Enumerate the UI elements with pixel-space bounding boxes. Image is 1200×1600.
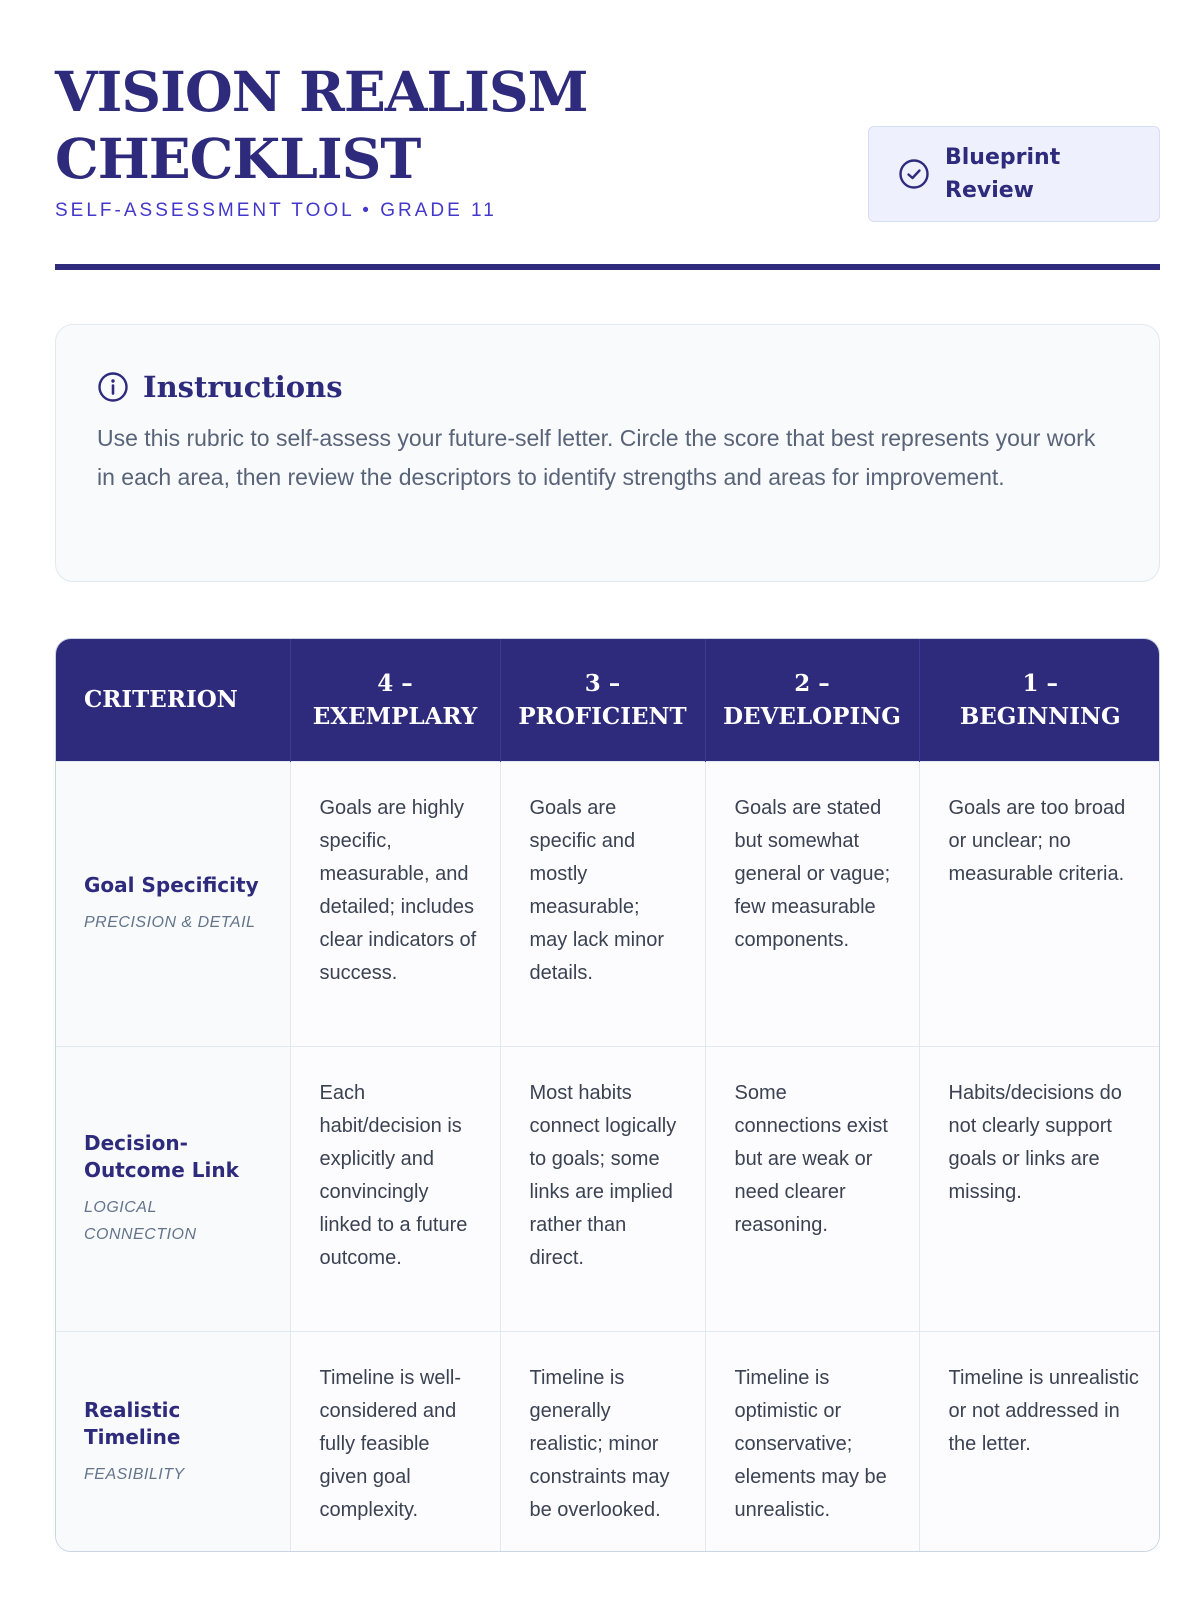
column-header-proficient-score: 3 – (584, 669, 621, 697)
badge-label (945, 141, 1085, 207)
descriptor-proficient: Timeline is generally realistic; minor constraints may be overlooked. (500, 1331, 705, 1552)
instructions-title: Instructions (143, 370, 343, 404)
criterion-subtitle: LOGICAL CONNECTION (84, 1198, 197, 1243)
table-row (56, 1331, 1160, 1552)
column-header-exemplary-score: 4 – (377, 669, 413, 697)
table-row (56, 761, 1160, 1046)
descriptor-developing: Timeline is optimistic or conservative; elements may be unrealistic. (705, 1331, 919, 1552)
criterion-name: Goal Specificity (84, 872, 259, 897)
descriptor-beginning: Habits/decisions do not clearly support goals or links are missing. (919, 1046, 1160, 1331)
descriptor-developing: Some connections exist but are weak or need clearer reasoning. (705, 1046, 919, 1331)
criterion-cell (56, 1046, 290, 1331)
column-header-criterion: CRITERION (56, 639, 290, 761)
column-header-developing-score: 2 – (794, 669, 830, 697)
rubric-header-row (56, 639, 1160, 761)
column-header-beginning-score: 1 – (1022, 669, 1058, 697)
column-header-exemplary-label: EXEMPLARY (312, 702, 478, 730)
instructions-panel (55, 324, 1160, 582)
column-header-developing (705, 639, 919, 761)
column-header-beginning-label: BEGINNING (959, 702, 1121, 730)
instructions-text: Use this rubric to self-assess your future-self letter. Circle the score that best represents your work in each area, then review the descriptors to identify strengths and areas for improvement. (97, 425, 1096, 490)
header-divider (55, 264, 1160, 270)
table-row (56, 1046, 1160, 1331)
instructions-header (97, 367, 1119, 407)
descriptor-developing: Goals are stated but somewhat general or vague; few measurable components. (705, 761, 919, 1046)
descriptor-beginning: Goals are too broad or unclear; no measurable criteria. (919, 761, 1160, 1046)
info-icon (97, 371, 129, 403)
descriptor-proficient: Goals are specific and mostly measurable; may lack minor details. (500, 761, 705, 1046)
criterion-cell (56, 1331, 290, 1552)
title-line-2: CHECKLIST (55, 126, 421, 191)
criterion-name: Realistic Timeline (84, 1397, 181, 1449)
criterion-cell (56, 761, 290, 1046)
column-header-beginning (919, 639, 1160, 761)
check-circle-icon (897, 157, 931, 191)
column-header-proficient-label: PROFICIENT (518, 702, 687, 730)
criterion-subtitle: FEASIBILITY (84, 1465, 185, 1483)
blueprint-review-badge (868, 126, 1160, 222)
descriptor-exemplary: Each habit/decision is explicitly and convincingly linked to a future outcome. (290, 1046, 500, 1331)
criterion-subtitle: PRECISION & DETAIL (84, 913, 256, 931)
page-header (55, 58, 1160, 221)
rubric-table (55, 638, 1160, 1552)
descriptor-beginning: Timeline is unrealistic or not addressed in the letter. (919, 1331, 1160, 1552)
title-line-1: VISION REALISM (55, 59, 588, 124)
descriptor-proficient: Most habits connect logically to goals; some links are implied rather than direct. (500, 1046, 705, 1331)
criterion-name: Decision-Outcome Link (84, 1130, 239, 1182)
column-header-proficient (500, 639, 705, 761)
descriptor-exemplary: Timeline is well-considered and fully feasible given goal complexity. (290, 1331, 500, 1552)
badge-label-line-2: Review (945, 178, 1034, 203)
badge-label-line-1: Blueprint (945, 145, 1061, 170)
column-header-developing-label: DEVELOPING (723, 702, 901, 730)
column-header-exemplary (290, 639, 500, 761)
page-subtitle: SELF-ASSESSMENT TOOL • GRADE 11 (55, 200, 497, 221)
descriptor-exemplary: Goals are highly specific, measurable, and detailed; includes clear indicators of success. (290, 761, 500, 1046)
